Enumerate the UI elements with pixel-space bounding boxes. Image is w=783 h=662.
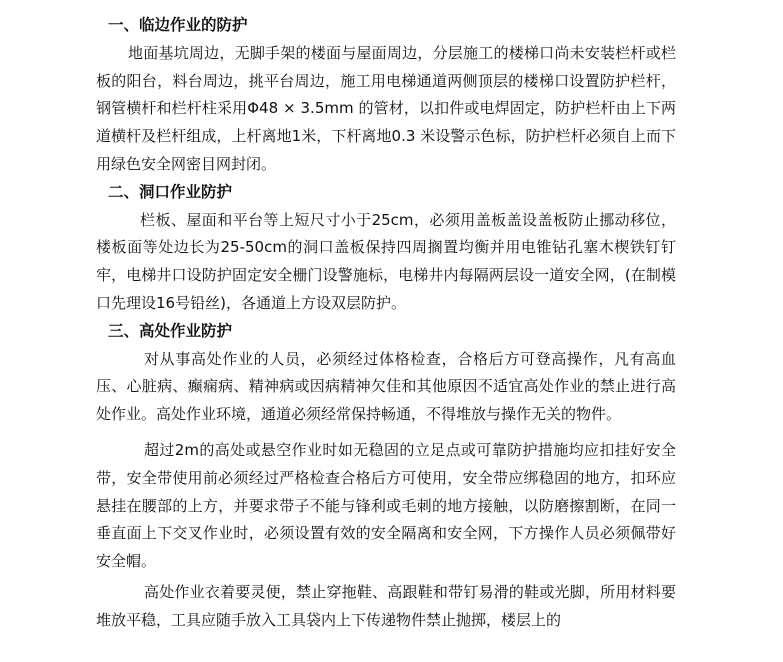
paragraph-edge-protection: 地面基坑周边，无脚手架的楼面与屋面周边，分层施工的楼梯口尚未安装栏杆或栏板的阳台，料台周边，挑平台周边，施工用电梯通道两侧顶层的楼梯口设置防护栏杆，钢管横杆和栏杆柱采用Φ48 × 3.5mm 的管材，以扣件或电焊固定，防护栏杆由上下两道横杆及栏杆组成，上杆离地1米，下杆离地0.3 米设警示色标，防护栏杆必须自上而下用绿色安全网密目网封闭。 [96,43,676,173]
paragraph-clothing-tools: 高处作业衣着要灵便，禁止穿拖鞋、高跟鞋和带钉易滑的鞋或光脚，所用材料要堆放平稳，工具应随手放入工具袋内上下传递物件禁止抛掷，楼层上的 [96,582,676,629]
section-heading-opening-protection: 二、洞口作业防护 [108,182,233,201]
section-heading-edge-protection: 一、临边作业的防护 [108,16,248,34]
paragraph-safety-belt: 超过2m的高处或悬空作业时如无稳固的立足点或可靠防护措施均应扣挂好安全带，安全带使用前必须经过严格检查合格后方可使用，安全带应绑稳固的地方，扣环应悬挂在腰部的上方，并要求带子不能与锋利或毛刺的地方接触，以防磨擦割断，在同一垂直面上下交叉作业时，必须设置有效的安全隔离和安全网，下方操作人员必须佩带好安全帽。 [96,440,676,571]
paragraph-opening-protection: 栏板、屋面和平台等上短尺寸小于25cm，必须用盖板盖设盖板防止挪动移位，楼板面等处边长为25-50cm的洞口盖板保持四周搁置均衡并用电锥钻孔塞木楔铁钉钉牢，电梯井口设防护固定安全栅门设警施标，电梯井内每隔两层设一道安全网，(在制模口先理设16号铅丝)，各通道上方设双层防护。 [96,210,676,312]
paragraph-height-workers: 对从事高处作业的人员，必须经过体格检查，合格后方可登高操作，凡有高血压、心脏病、癫痫病、精神病或因病精神欠佳和其他原因不适宜高处作业的禁止进行高处作业。高处作业环境，通道必须经常保持畅通，不得堆放与操作无关的物件。 [96,349,676,424]
section-heading-height-protection: 三、高处作业防护 [108,321,233,340]
document-body [96,12,676,635]
